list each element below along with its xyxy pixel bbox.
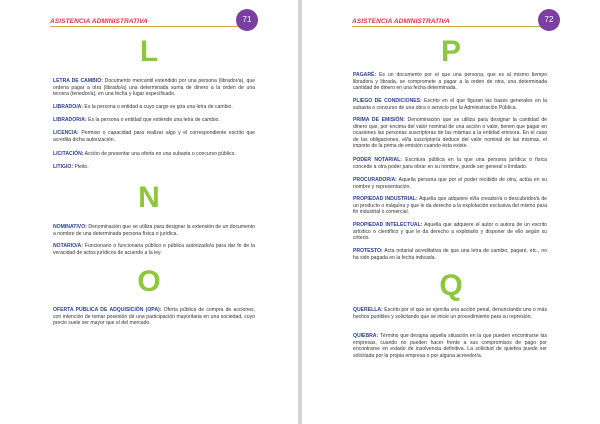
glossary-entry — [353, 72, 547, 92]
entry-term: LICITACIÓN: — [53, 151, 84, 157]
entry-definition: Término que designa aquella situación en la que pueden encontrarse las empresas, cuando no pueden hacer frente a sus compromisos de pago por encontrarse en estado de insolvencia definitiva. La solicitud de quiebra puede ser solicitada por la propia empresa o por alguna acreedor/a. — [353, 333, 547, 359]
entry-definition: Es la persona o entidad a cuyo cargo se gira una letra de cambio. — [83, 104, 233, 110]
entry-definition: Documento mercantil extendido por una persona (librador/a), que ordena pagar a otra (librado/a) una determinada suma de dinero a la orden de una tercera (tenedor/a), en una fecha y lugar especificado. — [53, 78, 255, 98]
entry-term: NOMINATIVO: — [53, 224, 87, 230]
entry-definition: Escrito en el que figuran las bases generales en la subasta o concurso de una obra o servicio por la Administración Pública. — [353, 98, 548, 111]
page-number-badge: 71 — [236, 9, 258, 31]
page-right — [302, 0, 600, 424]
glossary-entry — [353, 248, 547, 261]
glossary-entry — [353, 333, 547, 359]
entry-term: PROCURADOR/A: — [353, 177, 397, 183]
glossary-entry — [53, 307, 255, 327]
entry-term: LETRA DE CAMBIO: — [53, 78, 103, 84]
section-letter-l: L — [139, 35, 159, 68]
entry-term: OFERTA PÚBLICA DE ADQUISICIÓN (OPA): — [53, 307, 162, 313]
page-left — [0, 0, 298, 424]
entry-definition: Aquella que adquiere el/la creador/a o descubridor/a de un producto o máquina y que le da derecho a la explotación exclusiva del mismo para fin industrial o comercial. — [353, 196, 547, 216]
entry-definition: Acta notarial acreditativa de que una letra de cambio, pagaré, etc., no ha sido pagada en la fecha indicada. — [353, 248, 547, 261]
glossary-entry — [353, 196, 547, 216]
entry-term: QUIEBRA: — [353, 333, 379, 339]
section-letter-q: Q — [439, 269, 463, 302]
entry-definition: Funcionario o funcionaria público o pública autorizado/a para dar fe de la veracidad de actos jurídicos de acuerdo a la ley. — [53, 243, 255, 256]
entry-term: PAGARÉ: — [353, 72, 377, 78]
glossary-entry — [353, 98, 547, 111]
glossary-entry — [353, 177, 547, 190]
glossary-entry — [53, 130, 255, 143]
page-number-badge: 72 — [538, 9, 560, 31]
entry-term: LIBRADO/A: — [53, 104, 83, 110]
glossary-entry — [353, 307, 547, 320]
entry-definition: Permiso o capacidad para realizar algo y el correspondiente escrito que acredita dicha autorización. — [53, 130, 255, 143]
glossary-entry — [53, 151, 255, 158]
entry-term: PROPIEDAD INDUSTRIAL: — [353, 196, 418, 202]
entry-definition: Escritura pública en la que una persona jurídica o física concede a otra poder para obrar en su nombre, puede ser general o limitado. — [353, 157, 547, 170]
header-title: ASISTENCIA ADMINISTRATIVA — [50, 18, 148, 25]
entry-definition: Escrito por el que se ejercita una acción penal, denunciando uno o más hechos punibles y solicitando que se inicie un procedimiento para su represión. — [353, 307, 547, 320]
entry-term: PRIMA DE EMISIÓN: — [353, 117, 405, 123]
entry-term: LIBRADOR/A: — [53, 117, 87, 123]
entry-definition: Denominación que se utiliza para designar la cantidad de dinero que, por encima del valor nominal de una acción o valor, tienen que pagar en ocasiones las personas suscriptoras de las mismas a la entidad emisora. En el caso de las obligaciones, el/la suscriptor/a deduce del valor nominal de las mismas, el importe de la prima de emisión cuando ésta existe. — [353, 117, 547, 150]
entry-definition: Aquella que adquiere el autor o autora de un escrito artístico o científico y que le da derecho a explotarlo y disponer de ello según su criterio. — [353, 222, 547, 242]
page-header — [352, 13, 542, 27]
header-rule — [352, 26, 542, 27]
entry-definition: Es un documento por el que una persona, que es al mismo tiempo libradora y librada, se compromete a pagar a la orden de otra, una determinada cantidad de dinero en una fecha determinada. — [353, 72, 547, 92]
entry-term: QUERELLA: — [353, 307, 383, 313]
glossary-entry — [53, 243, 255, 256]
entry-term: NOTARIO/A: — [53, 243, 83, 249]
entry-definition: Acción de presentar una oferta en una subasta o concurso público. — [83, 151, 236, 157]
entry-term: PODER NOTARIAL: — [353, 157, 403, 163]
glossary-entry — [53, 117, 255, 124]
entry-definition: Aquella persona que por el poder recibido de otra, actúa en su nombre y representación. — [353, 177, 547, 190]
glossary-entry — [53, 78, 255, 98]
header-title: ASISTENCIA ADMINISTRATIVA — [352, 18, 450, 25]
section-letter-n: N — [138, 181, 160, 214]
glossary-entry — [53, 104, 255, 111]
page-header — [50, 13, 240, 27]
entry-term: LITIGIO: — [53, 164, 74, 170]
section-letter-o: O — [137, 265, 161, 298]
glossary-entry — [353, 157, 547, 170]
section-letter-p: P — [440, 35, 461, 68]
entry-term: PROPIEDAD INTELECTUAL: — [353, 222, 423, 228]
entry-definition: Oferta pública de compra de acciones, con intención de tomar posesión de una participación mayoritaria en una sociedad, cuyo precio suele ser mayor que el del mercado. — [53, 307, 256, 327]
glossary-entry — [53, 164, 255, 171]
entry-term: LICENCIA: — [53, 130, 79, 136]
glossary-entry — [53, 224, 255, 237]
glossary-entry — [353, 222, 547, 242]
entry-definition: Pleito. — [73, 164, 89, 170]
entry-term: PROTESTO: — [353, 248, 383, 254]
glossary-entry — [353, 117, 547, 150]
entry-definition: Denominación que se utiliza para designar la extensión de un documento a nombre de una determinada persona física o jurídica. — [53, 224, 255, 237]
entry-term: PLIEGO DE CONDICIONES: — [353, 98, 422, 104]
entry-definition: Es la persona o entidad que extiende una letra de cambio. — [86, 117, 220, 123]
header-rule — [50, 26, 240, 27]
